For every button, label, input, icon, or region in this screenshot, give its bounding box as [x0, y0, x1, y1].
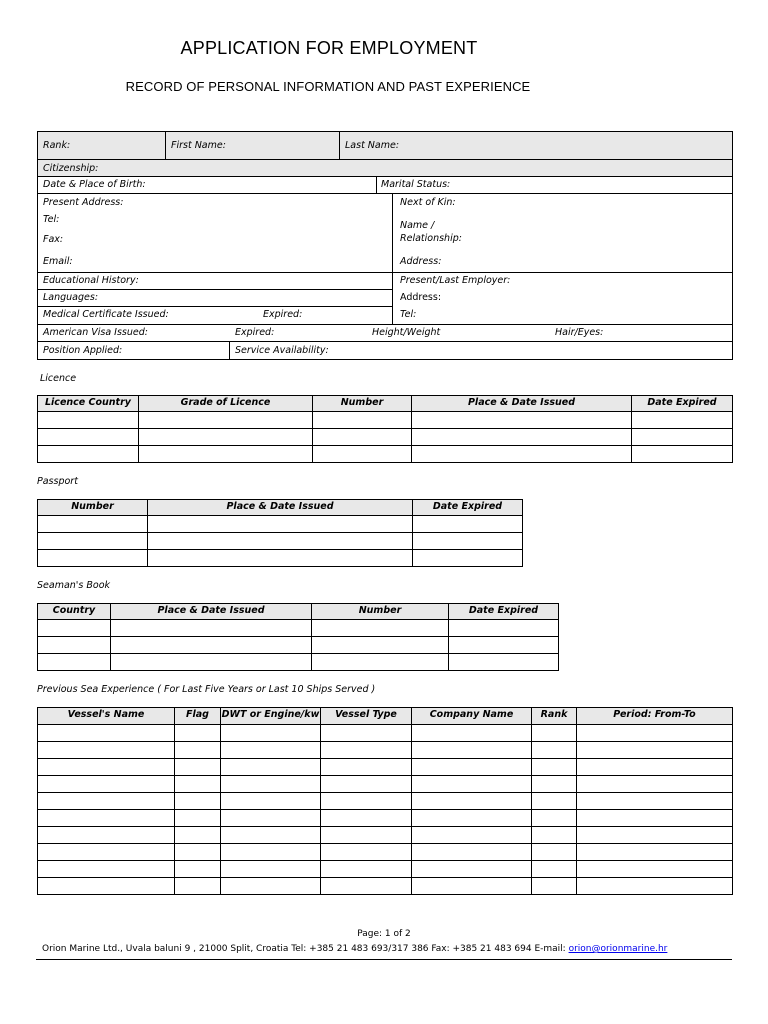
table-cell-input[interactable] — [148, 516, 413, 533]
table-cell-input[interactable] — [321, 776, 412, 793]
table-cell-input[interactable] — [413, 533, 523, 550]
table-cell-input[interactable] — [175, 776, 221, 793]
table-cell-input[interactable] — [449, 654, 559, 671]
table-cell-input[interactable] — [577, 861, 733, 878]
visa-expired-field[interactable]: Expired: — [235, 327, 275, 338]
table-cell-input[interactable] — [577, 827, 733, 844]
table-cell-input[interactable] — [632, 446, 733, 463]
table-cell-input[interactable] — [313, 429, 412, 446]
table-cell-input[interactable] — [532, 861, 577, 878]
page-subtitle: RECORD OF PERSONAL INFORMATION AND PAST EXPERIENCE — [125, 79, 531, 94]
table-row — [38, 759, 733, 776]
footer-address — [42, 944, 667, 954]
table-cell-input[interactable] — [577, 759, 733, 776]
table-cell-input[interactable] — [175, 827, 221, 844]
table-cell-input[interactable] — [38, 861, 175, 878]
table-cell-input[interactable] — [312, 637, 449, 654]
table-cell-input[interactable] — [532, 742, 577, 759]
table-cell-input[interactable] — [38, 620, 111, 637]
company-name-header: Company Name — [412, 708, 532, 725]
seaman-number-header: Number — [312, 604, 449, 620]
table-cell-input[interactable] — [38, 759, 175, 776]
position-applied-field[interactable]: Position Applied: — [43, 345, 123, 356]
present-address-field[interactable]: Present Address: — [43, 197, 124, 208]
table-cell-input[interactable] — [175, 878, 221, 895]
table-row — [38, 429, 733, 446]
table-cell-input[interactable] — [412, 793, 532, 810]
table-cell-input[interactable] — [532, 759, 577, 776]
table-cell-input[interactable] — [312, 620, 449, 637]
table-cell-input[interactable] — [38, 878, 175, 895]
table-cell-input[interactable] — [221, 776, 321, 793]
company-contact-text: Orion Marine Ltd., Uvala baluni 9 , 21000 Split, Croatia Tel: +385 21 483 693/317 386 Fax: +385 21 483 694 E-mail: — [42, 944, 569, 954]
table-cell-input[interactable] — [175, 810, 221, 827]
table-cell-input[interactable] — [412, 742, 532, 759]
kin-relationship-field[interactable]: Relationship: — [400, 233, 462, 244]
hair-eyes-field[interactable]: Hair/Eyes: — [555, 327, 604, 338]
table-cell-input[interactable] — [111, 654, 312, 671]
table-row — [38, 412, 733, 429]
employer-address-field[interactable]: Address: — [400, 292, 442, 303]
languages-field[interactable]: Languages: — [43, 292, 99, 303]
table-row — [38, 793, 733, 810]
table-row — [38, 861, 733, 878]
table-cell-input[interactable] — [111, 620, 312, 637]
table-cell-input[interactable] — [221, 810, 321, 827]
table-cell-input[interactable] — [449, 620, 559, 637]
seamans-book-label: Seaman's Book — [37, 580, 111, 591]
email-field[interactable]: Email: — [43, 256, 73, 267]
table-row — [38, 844, 733, 861]
table-cell-input[interactable] — [175, 844, 221, 861]
seaman-country-header: Country — [38, 604, 111, 620]
table-cell-input[interactable] — [577, 793, 733, 810]
passport-number-header: Number — [38, 500, 148, 516]
table-cell-input[interactable] — [321, 742, 412, 759]
education-field[interactable]: Educational History: — [43, 275, 139, 286]
table-cell-input[interactable] — [38, 550, 148, 567]
table-row — [38, 516, 523, 533]
table-row — [38, 776, 733, 793]
table-row — [38, 637, 559, 654]
table-cell-input[interactable] — [38, 412, 139, 429]
table-cell-input[interactable] — [577, 810, 733, 827]
dob-field[interactable]: Date & Place of Birth: — [43, 179, 146, 190]
table-header-row — [38, 396, 733, 412]
table-cell-input[interactable] — [148, 533, 413, 550]
employer-tel-field[interactable]: Tel: — [400, 309, 417, 320]
table-cell-input[interactable] — [312, 654, 449, 671]
table-cell-input[interactable] — [532, 827, 577, 844]
table-cell-input[interactable] — [412, 725, 532, 742]
table-cell-input[interactable] — [412, 844, 532, 861]
licence-country-header: Licence Country — [38, 396, 139, 412]
table-cell-input[interactable] — [175, 725, 221, 742]
table-cell-input[interactable] — [38, 637, 111, 654]
table-cell-input[interactable] — [412, 429, 632, 446]
table-row — [38, 620, 559, 637]
table-cell-input[interactable] — [532, 793, 577, 810]
table-cell-input[interactable] — [139, 446, 313, 463]
fax-field[interactable]: Fax: — [43, 234, 64, 245]
table-cell-input[interactable] — [532, 810, 577, 827]
table-row — [38, 550, 523, 567]
table-cell-input[interactable] — [321, 793, 412, 810]
table-cell-input[interactable] — [221, 725, 321, 742]
tel-field[interactable]: Tel: — [43, 214, 60, 225]
number-header: Number — [313, 396, 412, 412]
height-weight-field[interactable]: Height/Weight — [372, 327, 441, 338]
vessel-name-header: Vessel's Name — [38, 708, 175, 725]
table-header-row — [38, 500, 523, 516]
flag-header: Flag — [175, 708, 221, 725]
table-cell-input[interactable] — [532, 725, 577, 742]
table-cell-input[interactable] — [221, 827, 321, 844]
seamans-book-table — [37, 603, 559, 671]
visa-issued-field[interactable]: American Visa Issued: — [43, 327, 148, 338]
table-cell-input[interactable] — [38, 533, 148, 550]
table-cell-input[interactable] — [148, 550, 413, 567]
table-cell-input[interactable] — [321, 878, 412, 895]
table-cell-input[interactable] — [139, 412, 313, 429]
seaman-date-expired-header: Date Expired — [449, 604, 559, 620]
table-cell-input[interactable] — [321, 810, 412, 827]
table-cell-input[interactable] — [412, 861, 532, 878]
table-cell-input[interactable] — [413, 550, 523, 567]
medical-expired-field[interactable]: Expired: — [263, 309, 303, 320]
table-cell-input[interactable] — [321, 861, 412, 878]
table-cell-input[interactable] — [321, 725, 412, 742]
grade-of-licence-header: Grade of Licence — [139, 396, 313, 412]
sea-experience-label: Previous Sea Experience ( For Last Five Years or Last 10 Ships Served ) — [37, 684, 376, 695]
passport-date-expired-header: Date Expired — [413, 500, 523, 516]
table-cell-input[interactable] — [577, 742, 733, 759]
table-cell-input[interactable] — [221, 793, 321, 810]
table-cell-input[interactable] — [38, 429, 139, 446]
table-cell-input[interactable] — [313, 446, 412, 463]
next-of-kin-field[interactable]: Next of Kin: — [400, 197, 456, 208]
table-cell-input[interactable] — [632, 412, 733, 429]
table-cell-input[interactable] — [38, 776, 175, 793]
table-cell-input[interactable] — [412, 776, 532, 793]
vessel-type-header: Vessel Type — [321, 708, 412, 725]
table-row — [38, 878, 733, 895]
dwt-engine-header: DWT or Engine/kw — [221, 708, 321, 725]
sea-experience-table — [37, 707, 733, 895]
medical-certificate-field[interactable]: Medical Certificate Issued: — [43, 309, 169, 320]
seaman-place-date-header: Place & Date Issued — [111, 604, 312, 620]
table-cell-input[interactable] — [111, 637, 312, 654]
employer-field[interactable]: Present/Last Employer: — [400, 275, 511, 286]
table-cell-input[interactable] — [449, 637, 559, 654]
table-cell-input[interactable] — [321, 827, 412, 844]
period-header: Period: From-To — [577, 708, 733, 725]
table-cell-input[interactable] — [577, 844, 733, 861]
last-name-field[interactable]: Last Name: — [345, 140, 400, 151]
table-row — [38, 533, 523, 550]
footer-divider — [36, 959, 732, 960]
table-row — [38, 827, 733, 844]
table-cell-input[interactable] — [321, 759, 412, 776]
table-row — [38, 725, 733, 742]
licence-table — [37, 395, 733, 463]
table-cell-input[interactable] — [412, 878, 532, 895]
licence-label: Licence — [40, 373, 77, 384]
page-number: Page: 1 of 2 — [357, 929, 411, 939]
table-cell-input[interactable] — [412, 446, 632, 463]
table-cell-input[interactable] — [38, 725, 175, 742]
table-cell-input[interactable] — [175, 793, 221, 810]
table-cell-input[interactable] — [38, 810, 175, 827]
table-cell-input[interactable] — [38, 844, 175, 861]
table-cell-input[interactable] — [175, 742, 221, 759]
table-cell-input[interactable] — [38, 654, 111, 671]
table-cell-input[interactable] — [577, 776, 733, 793]
table-cell-input[interactable] — [412, 827, 532, 844]
table-cell-input[interactable] — [577, 725, 733, 742]
table-cell-input[interactable] — [413, 516, 523, 533]
service-availability-field[interactable]: Service Availability: — [235, 345, 329, 356]
date-expired-header: Date Expired — [632, 396, 733, 412]
table-row — [38, 446, 733, 463]
place-date-issued-header: Place & Date Issued — [412, 396, 632, 412]
rank-field[interactable]: Rank: — [43, 140, 71, 151]
citizenship-field[interactable]: Citizenship: — [43, 163, 99, 174]
table-cell-input[interactable] — [38, 446, 139, 463]
kin-name-label: Name / — [400, 220, 435, 231]
table-cell-input[interactable] — [221, 759, 321, 776]
rank-header: Rank — [532, 708, 577, 725]
table-cell-input[interactable] — [38, 793, 175, 810]
table-cell-input[interactable] — [221, 844, 321, 861]
table-cell-input[interactable] — [412, 810, 532, 827]
table-cell-input[interactable] — [412, 759, 532, 776]
table-cell-input[interactable] — [175, 759, 221, 776]
table-cell-input[interactable] — [221, 878, 321, 895]
table-cell-input[interactable] — [577, 878, 733, 895]
table-cell-input[interactable] — [175, 861, 221, 878]
table-cell-input[interactable] — [38, 827, 175, 844]
table-cell-input[interactable] — [532, 844, 577, 861]
marital-status-field[interactable]: Marital Status: — [381, 179, 451, 190]
table-header-row — [38, 604, 559, 620]
table-row — [38, 810, 733, 827]
passport-label: Passport — [37, 476, 78, 487]
table-cell-input[interactable] — [632, 429, 733, 446]
table-cell-input[interactable] — [321, 844, 412, 861]
table-cell-input[interactable] — [221, 742, 321, 759]
table-cell-input[interactable] — [139, 429, 313, 446]
table-cell-input[interactable] — [313, 412, 412, 429]
passport-place-date-header: Place & Date Issued — [148, 500, 413, 516]
table-cell-input[interactable] — [38, 742, 175, 759]
kin-address-field[interactable]: Address: — [400, 256, 442, 267]
email-link[interactable]: orion@orionmarine.hr — [568, 944, 668, 954]
table-cell-input[interactable] — [532, 878, 577, 895]
page-title: APPLICATION FOR EMPLOYMENT — [180, 38, 478, 58]
table-cell-input[interactable] — [221, 861, 321, 878]
table-cell-input[interactable] — [38, 516, 148, 533]
passport-table — [37, 499, 523, 567]
table-header-row — [38, 708, 733, 725]
table-cell-input[interactable] — [532, 776, 577, 793]
table-cell-input[interactable] — [412, 412, 632, 429]
first-name-field[interactable]: First Name: — [171, 140, 226, 151]
table-row — [38, 654, 559, 671]
table-row — [38, 742, 733, 759]
